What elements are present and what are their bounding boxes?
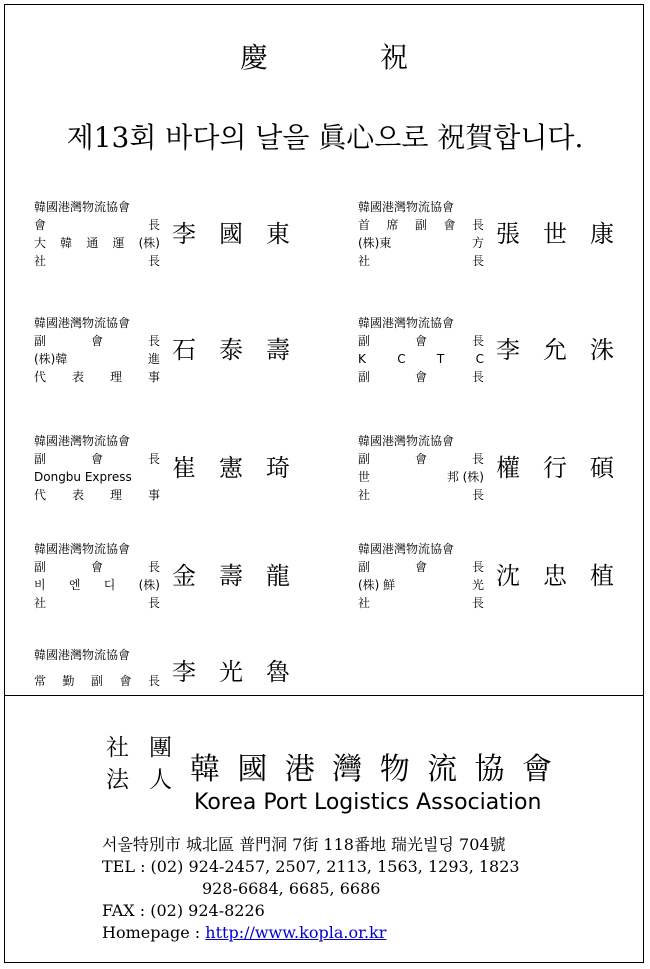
organization-name: 韓國港灣物流協會 [358,200,455,214]
position-text: 事 [147,488,160,502]
position-line [358,576,484,594]
name-char: 崔 [172,454,196,482]
organization-name: 韓國港灣物流協會 [34,648,131,662]
position-text: 長 [471,596,484,610]
position-line [34,594,160,612]
signatory-entry [358,432,614,504]
position-text: 長 [471,488,484,502]
position-text: 副 [34,452,47,466]
position-line [34,216,160,234]
position-text: 社 [34,254,47,268]
position-line [358,594,484,612]
position-text: 長 [147,452,160,466]
position-text: 副 [34,560,47,574]
organization-name: 韓國港灣物流協會 [34,542,131,556]
position-text: 進 [147,352,160,366]
corp-type-char: 團 [149,735,172,761]
position-text: 會 [414,560,427,574]
association-name-char: 韓 [190,752,220,787]
name-char: 康 [590,220,614,248]
name-char: 李 [172,658,196,686]
position-text: 代 [34,488,47,502]
organization-name: 韓國港灣物流協會 [34,316,131,330]
position-line [358,332,484,350]
signatory-name [172,448,290,483]
name-char: 憲 [219,454,243,482]
position-text: C [397,352,406,366]
position-text: (株) 鮮 [358,578,396,592]
position-line [358,234,484,252]
organization-name: 韓國港灣物流協會 [358,434,455,448]
position-line [34,252,160,270]
association-name-char: 會 [521,752,552,787]
position-text: 長 [471,560,484,574]
position-text: 會 [90,560,103,574]
association-name-char: 流 [427,752,458,787]
telephone: TEL : (02) 924-2457, 2507, 2113, 1563, 1293, 1823 [102,857,520,876]
position-text: 디 [103,578,116,592]
signatory-entry [358,198,614,270]
position-text: 長 [471,370,484,384]
position-line [34,468,160,486]
name-char: 琦 [266,454,290,482]
position-text: 世 [358,470,371,484]
signatory-entry [34,314,290,386]
signatory-name [496,330,614,365]
position-line [358,468,484,486]
position-text: 理 [109,370,122,384]
position-text: 會 [90,452,103,466]
name-char: 李 [496,336,520,364]
name-char: 壽 [266,336,290,364]
association-name [190,744,552,788]
position-text: 韓 [60,236,73,250]
signatory-name [496,448,614,483]
position-text: 長 [147,596,160,610]
position-text: (株)東 [358,236,392,250]
association-name-char: 協 [474,752,505,787]
name-char: 洙 [590,336,614,364]
name-char: 石 [172,336,196,364]
position-text: 長 [471,254,484,268]
signatory-name [172,556,290,591]
position-text: 長 [147,674,160,688]
telephone-continued: 928-6684, 6685, 6686 [202,879,381,898]
signatory-entry [34,432,290,504]
position-text: K [358,352,366,366]
position-text: 엔 [68,578,81,592]
position-line [358,252,484,270]
signatory-entry [358,314,614,386]
signatory-name [496,556,614,591]
position-line [34,350,160,368]
association-name-english: Korea Port Logistics Association [194,790,542,815]
footer-divider [4,695,644,696]
position-text: 副 [34,334,47,348]
homepage-link[interactable]: http://www.kopla.or.kr [205,923,387,942]
position-text: 長 [147,560,160,574]
contact-block [102,834,520,944]
position-text: 常 [34,674,47,688]
name-char: 魯 [266,658,290,686]
position-text: 事 [147,370,160,384]
name-char: 國 [219,220,243,248]
position-text: 首 [358,218,371,232]
name-char: 光 [219,658,243,686]
congratulation-message: 제13회 바다의 날을 眞心으로 祝賀합니다. [66,121,584,154]
homepage-label: Homepage : [102,923,206,942]
name-char: 權 [496,454,520,482]
organization-name: 韓國港灣物流協會 [358,542,455,556]
signatory-entry [34,198,290,270]
position-text: 會 [414,370,427,384]
position-text: 社 [358,488,371,502]
position-line [34,486,160,504]
position-text: (株) [138,578,160,592]
position-text: 理 [109,488,122,502]
corp-type-char: 法 [106,767,129,793]
position-text: 社 [34,596,47,610]
position-text: 副 [358,370,371,384]
position-line [358,558,484,576]
homepage-line [102,922,520,944]
name-char: 行 [543,454,567,482]
position-text: 副 [358,452,371,466]
name-char: 忠 [543,562,567,590]
position-text: 表 [71,370,84,384]
name-char: 碩 [590,454,614,482]
name-char: 金 [172,562,196,590]
position-line [358,350,484,368]
position-text: T [436,352,445,366]
position-text: 邦 (株) [446,470,484,484]
signatory-entry [358,540,614,612]
position-text: 副 [90,674,103,688]
position-text: 會 [414,452,427,466]
position-text: 長 [471,334,484,348]
corporation-type [106,732,172,796]
position-line [358,216,484,234]
organization-name: 韓國港灣物流協會 [358,316,455,330]
fax: FAX : (02) 924-8226 [102,901,265,920]
position-text: 長 [147,254,160,268]
name-char: 植 [590,562,614,590]
signatory-name [172,214,290,249]
association-name-char: 國 [237,752,268,787]
signatory-name [172,330,290,365]
page-title [0,36,650,76]
position-text: 光 [471,578,484,592]
corp-type-char: 人 [149,767,172,793]
position-text: 副 [414,218,427,232]
position-text: 席 [386,218,399,232]
address: 서울特別市 城北區 普門洞 7街 118番地 瑞光빌딩 704號 [102,835,506,854]
position-text: 勤 [62,674,75,688]
position-line [358,450,484,468]
name-char: 沈 [496,562,520,590]
name-char: 李 [172,220,196,248]
position-line [34,672,160,690]
name-char: 泰 [219,336,243,364]
corp-type-char: 社 [106,735,129,761]
name-char: 世 [543,220,567,248]
position-text: 通 [86,236,99,250]
position-text: 副 [358,560,371,574]
position-text: 會 [443,218,456,232]
organization-name: 韓國港灣物流協會 [34,200,131,214]
position-text: C [475,352,484,366]
signatory-name [496,214,614,249]
position-text: 長 [471,218,484,232]
position-line [358,486,484,504]
position-text: 社 [358,254,371,268]
position-text: (株) [138,236,160,250]
position-text: 會 [90,334,103,348]
association-name-char: 物 [379,752,410,787]
position-text: 方 [471,236,484,250]
position-text: 運 [112,236,125,250]
position-text: (株)韓 [34,352,68,366]
name-char: 壽 [219,562,243,590]
organization-name: 韓國港灣物流協會 [34,434,131,448]
position-text: 長 [147,334,160,348]
position-line [358,368,484,386]
position-text: 비 [34,578,46,592]
name-char: 張 [496,220,520,248]
signatory-name [172,652,290,687]
position-line [34,332,160,350]
association-name-char: 港 [284,752,315,787]
title-char-1: 慶 [239,41,270,74]
position-line [34,234,160,252]
signatory-entry [34,646,290,690]
position-text: 代 [34,370,47,384]
position-text: 副 [358,334,371,348]
position-text: 社 [358,596,371,610]
position-text: 長 [147,218,160,232]
position-line [34,576,160,594]
position-line [34,558,160,576]
name-char: 允 [543,336,567,364]
position-text: 會 [34,218,47,232]
association-name-char: 灣 [332,752,363,787]
position-line [34,450,160,468]
position-text: 大 [34,236,47,250]
position-line [34,368,160,386]
position-text: 長 [471,452,484,466]
position-text: 表 [71,488,84,502]
title-char-2: 祝 [380,41,411,74]
name-char: 龍 [266,562,290,590]
position-text: 會 [119,674,132,688]
position-text: 會 [414,334,427,348]
signatory-entry [34,540,290,612]
position-text: Dongbu Express [34,470,132,484]
name-char: 東 [266,220,290,248]
